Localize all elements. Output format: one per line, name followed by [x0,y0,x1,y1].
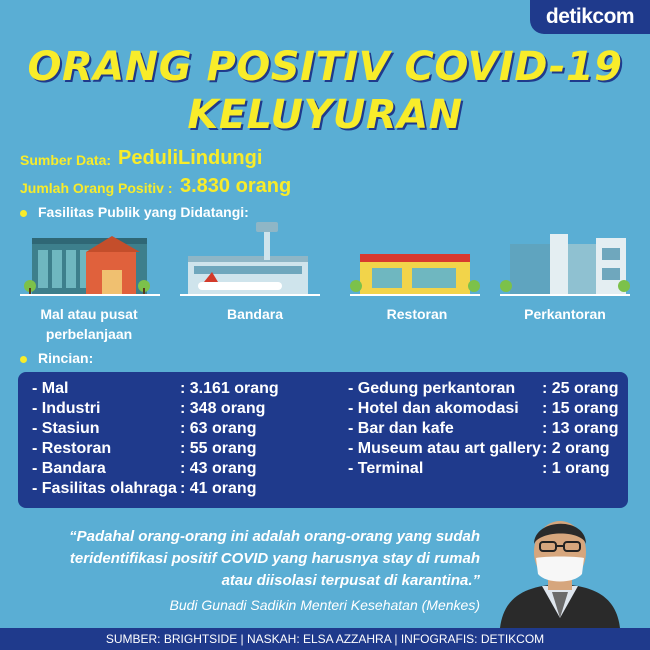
count-label: Jumlah Orang Positiv : [20,180,173,196]
facilities-heading: Fasilitas Publik yang Didatangi: [38,204,249,220]
detail-value: : 15 orang [542,400,619,417]
detail-name: - Terminal [348,460,424,477]
detail-value: : 41 orang [180,480,257,497]
detail-name: - Restoran [32,440,112,457]
detail-value: : 3.161 orang [180,380,279,397]
office-icon [500,234,630,296]
footer-credits: SUMBER: BRIGHTSIDE | NASKAH: ELSA AZZAHRA | INFOGRAFIS: DETIKCOM [0,628,650,650]
details-heading: Rincian: [38,350,94,366]
title-line-1: ORANG POSITIV COVID-19 [27,44,623,90]
restaurant-icon [350,254,480,296]
facility-label-airport: Bandara [226,306,284,322]
facilities-illustration [20,222,630,302]
detail-value: : 1 orang [542,460,610,477]
detail-name: - Mal [32,380,69,397]
detail-value: : 348 orang [180,400,266,417]
detail-name: - Museum atau art gallery [348,440,541,457]
mall-icon [20,236,160,296]
detail-value: : 63 orang [180,420,257,437]
detail-value: : 55 orang [180,440,257,457]
facility-label-mall: Mal atau pusat perbelanjaan [40,306,138,342]
source-label: Sumber Data: [20,152,112,168]
detail-name: - Fasilitas olahraga [32,480,177,497]
facility-label-restaurant: Restoran [386,306,448,322]
title-line-2: KELUYURAN [187,92,463,138]
detail-value: : 43 orang [180,460,257,477]
detail-name: - Bar dan kafe [348,420,454,437]
details-panel [18,372,628,508]
detail-value: : 2 orang [542,440,610,457]
source-value: PeduliLindungi [118,147,263,169]
facility-label-office: Perkantoran [524,306,606,322]
detail-name: - Bandara [32,460,106,477]
detail-name: - Hotel dan akomodasi [348,400,519,417]
count-value: 3.830 orang [180,175,292,197]
bullet-icon [20,210,27,217]
bullet-icon [20,356,27,363]
quote-author: Budi Gunadi Sadikin Menteri Kesehatan (Menkes) [169,597,480,613]
minister-portrait [490,500,630,628]
detail-name: - Stasiun [32,420,100,437]
detail-value: : 25 orang [542,380,619,397]
detikcom-logo: detikcom [530,0,650,34]
airport-icon [180,222,320,296]
quote-line-1: “Padahal orang-orang ini adalah orang-orang yang sudah [69,528,480,545]
quote-line-2: teridentifikasi positif COVID yang harusnya stay di rumah [69,550,480,567]
detail-name: - Industri [32,400,101,417]
detail-value: : 13 orang [542,420,619,437]
quote-line-3: atau diisolasi terpusat di karantina.” [221,572,480,589]
detail-name: - Gedung perkantoran [348,380,516,397]
